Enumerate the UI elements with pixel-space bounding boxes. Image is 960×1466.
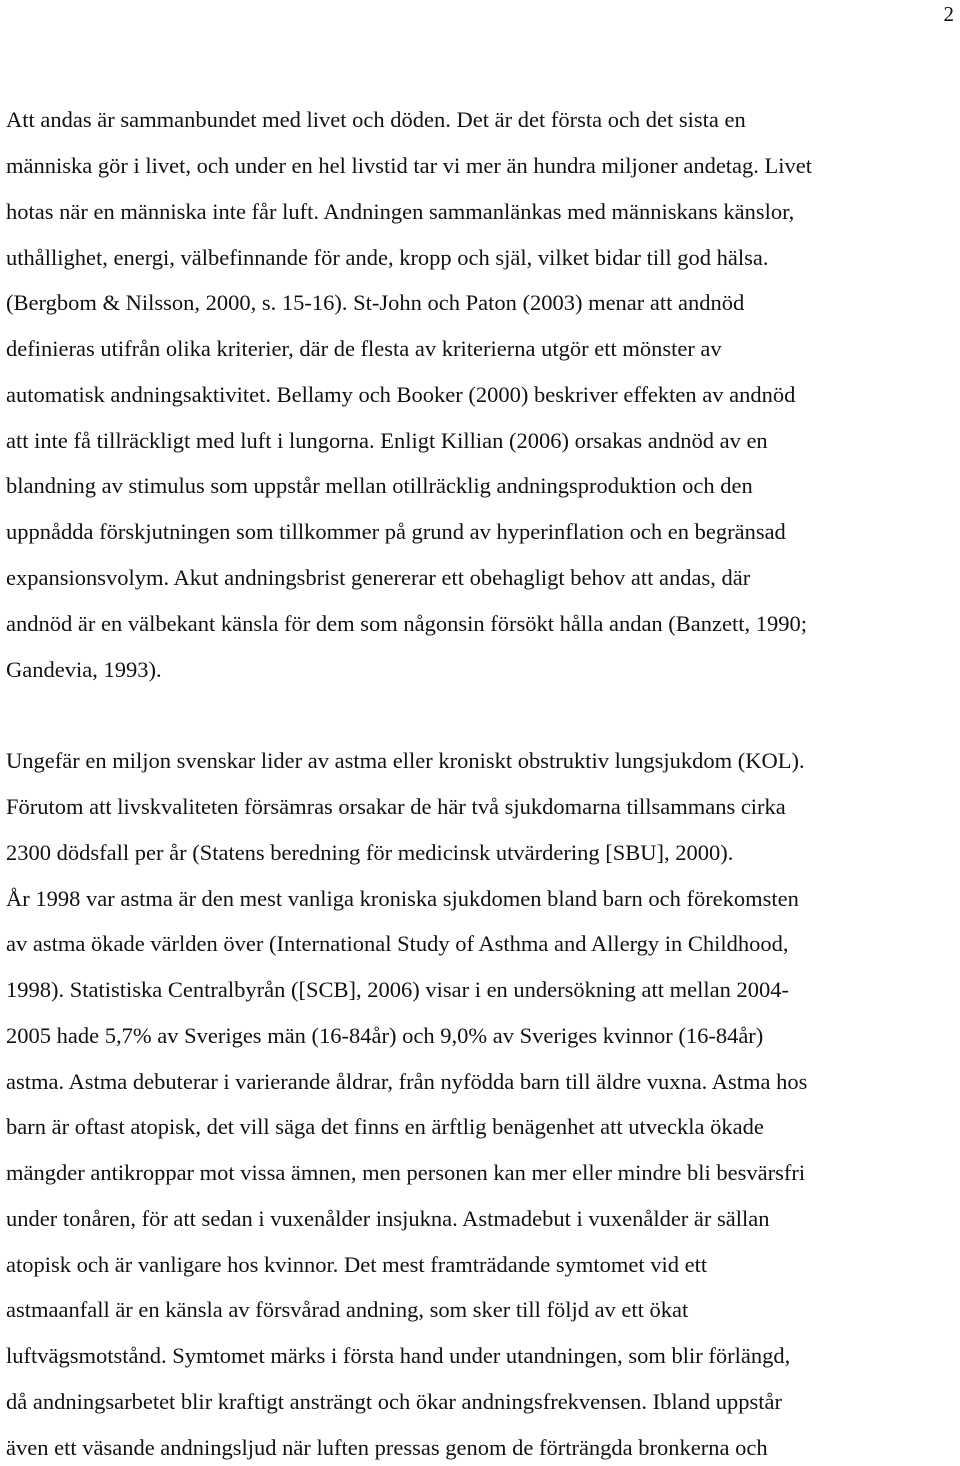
text-line: expansionsvolym. Akut andningsbrist genererar ett obehagligt behov att andas, där — [6, 565, 751, 590]
text-line: atopisk och är vanligare hos kvinnor. Det mest framträdande symtomet vid ett — [6, 1252, 708, 1277]
text-line: automatisk andningsaktivitet. Bellamy och Booker (2000) beskriver effekten av andnöd — [6, 382, 796, 407]
text-line: att inte få tillräckligt med luft i lungorna. Enligt Killian (2006) orsakas andnöd av en — [6, 428, 768, 453]
text-line: andnöd är en välbekant känsla för dem som någonsin försökt hålla andan (Banzett, 1990; — [6, 611, 808, 636]
text-line: Gandevia, 1993). — [6, 657, 162, 682]
text-line: av astma ökade världen över (International Study of Asthma and Allergy in Childhood, — [6, 931, 789, 956]
text-line: under tonåren, för att sedan i vuxenålder insjukna. Astmadebut i vuxenålder är sällan — [6, 1206, 770, 1231]
text-line: Att andas är sammanbundet med livet och döden. Det är det första och det sista en — [6, 107, 746, 132]
text-line: 2005 hade 5,7% av Sveriges män (16-84år) och 9,0% av Sveriges kvinnor (16-84år) — [6, 1023, 764, 1048]
text-line: År 1998 var astma är den mest vanliga kroniska sjukdomen bland barn och förekomsten — [6, 886, 799, 911]
page-number: 2 — [943, 2, 954, 26]
text-line: Förutom att livskvaliteten försämras orsakar de här två sjukdomarna tillsammans cirka — [6, 794, 786, 819]
text-line: barn är oftast atopisk, det vill säga det finns en ärftlig benägenhet att utveckla ökade — [6, 1114, 764, 1139]
text-line: människa gör i livet, och under en hel livstid tar vi mer än hundra miljoner andetag. Livet — [6, 153, 813, 178]
text-line: 2300 dödsfall per år (Statens beredning för medicinsk utvärdering [SBU], 2000). — [6, 840, 734, 865]
text-line: 1998). Statistiska Centralbyrån ([SCB], 2006) visar i en undersökning att mellan 2004- — [6, 977, 789, 1002]
text-line: blandning av stimulus som uppstår mellan otillräcklig andningsproduktion och den — [6, 473, 753, 498]
text-line: Ungefär en miljon svenskar lider av astma eller kroniskt obstruktiv lungsjukdom (KOL). — [6, 748, 805, 773]
text-line: (Bergbom & Nilsson, 2000, s. 15-16). St-John och Paton (2003) menar att andnöd — [6, 290, 745, 315]
text-line: astma. Astma debuterar i varierande åldrar, från nyfödda barn till äldre vuxna. Astma hos — [6, 1069, 808, 1094]
text-line: astmaanfall är en känsla av försvårad andning, som sker till följd av ett ökat — [6, 1297, 689, 1322]
text-line: definieras utifrån olika kriterier, där de flesta av kriterierna utgör ett mönster av — [6, 336, 722, 361]
text-line: mängder antikroppar mot vissa ämnen, men personen kan mer eller mindre bli besvärsfri — [6, 1160, 806, 1185]
text-line: uthållighet, energi, välbefinnande för ande, kropp och själ, vilket bidar till god hälsa. — [6, 245, 769, 270]
text-line: då andningsarbetet blir kraftigt ansträngt och ökar andningsfrekvensen. Ibland uppstår — [6, 1389, 783, 1414]
text-line: hotas när en människa inte får luft. Andningen sammanlänkas med människans känslor, — [6, 199, 795, 224]
text-line: uppnådda förskjutningen som tillkommer på grund av hyperinflation och en begränsad — [6, 519, 786, 544]
text-line: luftvägsmotstånd. Symtomet märks i första hand under utandningen, som blir förlängd, — [6, 1343, 791, 1368]
text-line: även ett väsande andningsljud när luften pressas genom de förträngda bronkerna och — [6, 1435, 768, 1460]
